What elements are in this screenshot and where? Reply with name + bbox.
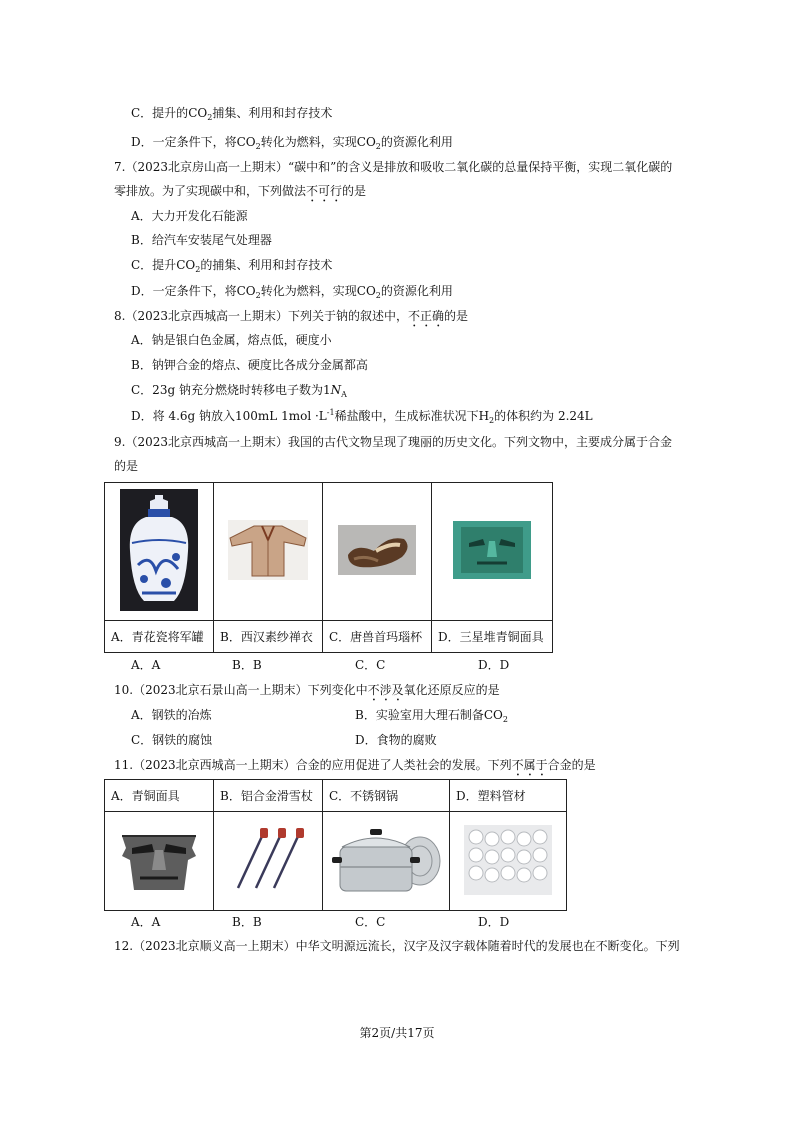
q10-option-c: C．钢铁的腐蚀: [131, 733, 213, 747]
emphasis-text: 不属于: [511, 758, 548, 772]
q8-option-b: B．钠钾合金的熔点、硬度比各成分金属都高: [131, 358, 368, 372]
q6-option-d: D．一定条件下，将$CO_2$转化为燃料，实现$CO_2$的资源化利用: [131, 135, 453, 151]
q11-caption-c: C．不锈钢锅: [323, 780, 450, 812]
bronze-mask-image: [118, 826, 200, 894]
q11-answer-c: C．C: [355, 915, 386, 929]
bronze-mask-image: [453, 521, 531, 579]
q9-cell-b: [214, 483, 323, 621]
q9-caption-c: C．唐兽首玛瑙杯: [323, 621, 432, 653]
q10-option-b: B．实验室用大理石制备$CO_2$: [355, 708, 508, 724]
emphasis-text: 不正确: [408, 309, 445, 323]
emphasis-text: 不可行: [306, 184, 343, 198]
silk-robe-image: [228, 520, 308, 580]
q9-answer-c: C．C: [355, 658, 386, 672]
q11-cell-d: [450, 812, 567, 911]
plastic-pipes-image: [464, 825, 552, 895]
q11-stem: 11.（2023北京西城高一上期末）合金的应用促进了人类社会的发展。下列不属于合金的是: [114, 758, 596, 772]
page-footer: 第2页/共17页: [359, 1026, 435, 1040]
q9-cell-a: [105, 483, 214, 621]
q9-cell-d: [432, 483, 553, 621]
emphasis-text: 不涉及: [367, 683, 404, 697]
q11-caption-b: B．铝合金滑雪杖: [214, 780, 323, 812]
q11-cell-a: [105, 812, 214, 911]
q9-caption-b: B．西汉素纱禅衣: [214, 621, 323, 653]
q8-option-a: A．钠是银白色金属，熔点低，硬度小: [131, 333, 332, 347]
q9-stem-line2: 的是: [114, 459, 139, 473]
q9-image-table: [104, 482, 553, 653]
q9-caption-d: D．三星堆青铜面具: [432, 621, 553, 653]
q12-stem-line1: 12.（2023北京顺义高一上期末）中华文明源远流长，汉字及汉字载体随着时代的发展也在不断变化。下列: [114, 939, 680, 953]
q10-option-d: D．食物的腐败: [355, 733, 437, 747]
q10-stem: 10.（2023北京石景山高一上期末）下列变化中不涉及氧化还原反应的是: [114, 683, 500, 697]
q9-stem-line1: 9.（2023北京西城高一上期末）我国的古代文物呈现了瑰丽的历史文化。下列文物中，主要成分属于合金: [114, 435, 672, 449]
q9-cell-c: [323, 483, 432, 621]
q7-stem-line2: 零排放。为了实现碳中和，下列做法不可行的是: [114, 184, 367, 198]
q11-answer-a: A．A: [131, 915, 161, 929]
q7-option-c: C．提升$CO_2$的捕集、利用和封存技术: [131, 258, 333, 274]
q11-answer-d: D．D: [478, 915, 510, 929]
q7-option-a: A．大力开发化石能源: [131, 209, 248, 223]
steel-pot-image: [330, 823, 442, 897]
q7-stem-line1: 7.（2023北京房山高一上期末）“碳中和”的含义是排放和吸收二氧化碳的总量保持平衡，实现二氧化碳的: [114, 160, 673, 174]
q8-option-d: D．将 4.6g 钠放入100mL $1mol \cdot L^{-1}$稀盐酸中，生成标准状况下$H_2$的体积约为 2.24L: [131, 408, 593, 425]
q6-option-c: C．提升的$CO_2$捕集、利用和封存技术: [131, 106, 333, 122]
q7-option-d: D．一定条件下，将$CO_2$转化为燃料，实现$CO_2$的资源化利用: [131, 284, 453, 300]
q9-caption-a: A．青花瓷将军罐: [105, 621, 214, 653]
q8-stem: 8.（2023北京西城高一上期末）下列关于钠的叙述中，不正确的是: [114, 309, 469, 323]
q9-answer-d: D．D: [478, 658, 510, 672]
q11-caption-a: A．青铜面具: [105, 780, 214, 812]
q9-answer-a: A．A: [131, 658, 161, 672]
ski-poles-image: [228, 826, 308, 894]
porcelain-jar-image: [120, 489, 198, 611]
q11-cell-c: [323, 812, 450, 911]
q7-option-b: B．给汽车安装尾气处理器: [131, 233, 272, 247]
q11-answer-b: B．B: [232, 915, 262, 929]
agate-cup-image: [338, 525, 416, 575]
q8-option-c: C．23g 钠充分燃烧时转移电子数为$1N_A$: [131, 383, 347, 399]
q9-answer-b: B．B: [232, 658, 262, 672]
q11-cell-b: [214, 812, 323, 911]
q11-image-table: [104, 779, 567, 911]
q11-caption-d: D．塑料管材: [450, 780, 567, 812]
q10-option-a: A．钢铁的冶炼: [131, 708, 212, 722]
